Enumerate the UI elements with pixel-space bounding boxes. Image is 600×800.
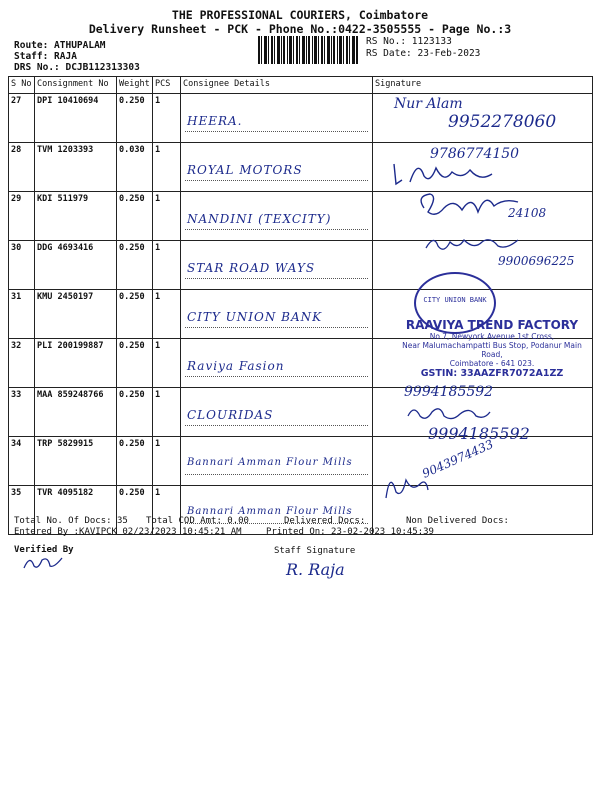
signature-27-phone: 9952278060 xyxy=(448,112,557,132)
signature-29-code: 24108 xyxy=(508,206,547,220)
cell-consignee xyxy=(181,437,373,486)
table-header-row xyxy=(9,77,593,94)
cell-consignment: KDI 511979 xyxy=(35,192,117,241)
cell-pcs: 1 xyxy=(153,388,181,437)
staff-label: Staff: RAJA xyxy=(14,51,77,62)
staff-signature-label: Staff Signature xyxy=(274,546,356,556)
non-delivered-docs: Non Delivered Docs: xyxy=(406,516,509,526)
cell-pcs: 1 xyxy=(153,143,181,192)
consignee-handwritten: CLOURIDAS xyxy=(187,408,274,422)
consignee-handwritten: Raviya Fasion xyxy=(187,359,285,373)
cell-sno: 34 xyxy=(9,437,35,486)
consignee-handwritten: HEERA. xyxy=(187,114,243,128)
cell-consignment: DPI 10410694 xyxy=(35,94,117,143)
cell-consignee xyxy=(181,143,373,192)
col-header-sno: S No xyxy=(9,77,35,94)
cell-pcs: 1 xyxy=(153,290,181,339)
cell-consignee xyxy=(181,339,373,388)
consignee-handwritten: CITY UNION BANK xyxy=(187,310,323,324)
stamp-address-line: No.7, Newyork Avenue 1st Cross, xyxy=(429,332,555,341)
rs-number: RS No.: 1123133 xyxy=(366,36,452,47)
total-cod-amount: Total COD Amt: 0.00 xyxy=(146,516,249,526)
cell-consignee xyxy=(181,192,373,241)
cell-consignment: MAA 859248766 xyxy=(35,388,117,437)
verified-by-label: Verified By xyxy=(14,545,74,555)
cell-weight: 0.250 xyxy=(117,437,153,486)
route-label: Route: ATHUPALAM xyxy=(14,40,106,51)
signature-34-phone: 9994185592 xyxy=(428,424,530,443)
signature-33-phone: 9994185592 xyxy=(404,384,494,400)
cell-consignee xyxy=(181,241,373,290)
col-header-consignee: Consignee Details xyxy=(181,77,373,94)
signature-30-phone: 9900696225 xyxy=(498,254,575,268)
col-header-weight: Weight xyxy=(117,77,153,94)
cell-pcs: 1 xyxy=(153,437,181,486)
cell-pcs: 1 xyxy=(153,241,181,290)
signature-27-name: Nur Alam xyxy=(394,96,463,112)
cell-consignment: PLI 200199887 xyxy=(35,339,117,388)
verified-by-signature xyxy=(20,552,66,572)
delivered-docs: Delivered Docs: xyxy=(284,516,366,526)
cell-weight: 0.250 xyxy=(117,486,153,535)
cell-consignee xyxy=(181,94,373,143)
cell-sno: 32 xyxy=(9,339,35,388)
cell-pcs: 1 xyxy=(153,94,181,143)
cell-consignee xyxy=(181,290,373,339)
cell-sno: 35 xyxy=(9,486,35,535)
stamp-gstin: GSTIN: 33AAZFR7072A1ZZ xyxy=(420,368,564,379)
barcode xyxy=(258,36,358,64)
cell-weight: 0.250 xyxy=(117,192,153,241)
stamp-address-line: Coimbatore - 641 023. xyxy=(449,359,535,368)
rs-date: RS Date: 23-Feb-2023 xyxy=(366,48,481,59)
cell-consignment: TVM 1203393 xyxy=(35,143,117,192)
signature-30-scribble xyxy=(424,232,524,256)
bank-stamp-text: CITY UNION BANK xyxy=(423,296,487,304)
company-stamp xyxy=(398,318,586,379)
col-header-pcs: PCS xyxy=(153,77,181,94)
cell-weight: 0.250 xyxy=(117,241,153,290)
total-docs: Total No. Of Docs: 35 xyxy=(14,516,128,526)
cell-weight: 0.250 xyxy=(117,94,153,143)
stamp-address-line: Near Malumachampatti Bus Stop, Podanur Main Road, xyxy=(402,341,582,359)
cell-sno: 31 xyxy=(9,290,35,339)
runsheet-title: Delivery Runsheet - PCK - Phone No.:0422-3505555 - Page No.:3 xyxy=(88,22,512,36)
consignee-handwritten: STAR ROAD WAYS xyxy=(187,261,316,275)
cell-consignee xyxy=(181,388,373,437)
entered-by: Entered By :KAVIPCK 02/23/2023 10:45:21 AM xyxy=(14,527,242,537)
cell-pcs: 1 xyxy=(153,486,181,535)
cell-pcs: 1 xyxy=(153,339,181,388)
company-title: THE PROFESSIONAL COURIERS, Coimbatore xyxy=(171,8,429,22)
cell-sno: 29 xyxy=(9,192,35,241)
cell-sno: 27 xyxy=(9,94,35,143)
table-row xyxy=(9,437,593,486)
cell-weight: 0.250 xyxy=(117,290,153,339)
signature-28-phone: 9786774150 xyxy=(430,146,520,162)
cell-weight: 0.250 xyxy=(117,339,153,388)
signature-33-scribble xyxy=(404,402,494,424)
consignee-handwritten: NANDINI (TEXCITY) xyxy=(187,212,332,226)
cell-weight: 0.030 xyxy=(117,143,153,192)
cell-consignment: DDG 4693416 xyxy=(35,241,117,290)
cell-sno: 30 xyxy=(9,241,35,290)
consignee-handwritten: Bannari Amman Flour Mills xyxy=(187,506,353,517)
staff-signature-scrawl: R. Raja xyxy=(286,560,345,579)
drs-number: DRS No.: DCJB112313303 xyxy=(14,62,140,73)
cell-pcs: 1 xyxy=(153,192,181,241)
cell-consignment: KMU 2450197 xyxy=(35,290,117,339)
cell-weight: 0.250 xyxy=(117,388,153,437)
consignee-handwritten: ROYAL MOTORS xyxy=(187,163,303,177)
cell-sno: 28 xyxy=(9,143,35,192)
stamp-company-name: RAAVIYA TREND FACTORY xyxy=(405,318,579,332)
signature-35-phone: 9043974433 xyxy=(420,436,496,481)
printed-on: Printed On: 23-02-2023 10:45:39 xyxy=(266,527,434,537)
col-header-signature: Signature xyxy=(373,77,593,94)
consignee-handwritten: Bannari Amman Flour Mills xyxy=(187,457,353,468)
signature-28-scribble xyxy=(392,154,512,188)
runsheet-table xyxy=(8,76,593,535)
cell-consignment: TRP 5829915 xyxy=(35,437,117,486)
cell-sno: 33 xyxy=(9,388,35,437)
col-header-consignment: Consignment No xyxy=(35,77,117,94)
cell-consignment: TVR 4095182 xyxy=(35,486,117,535)
